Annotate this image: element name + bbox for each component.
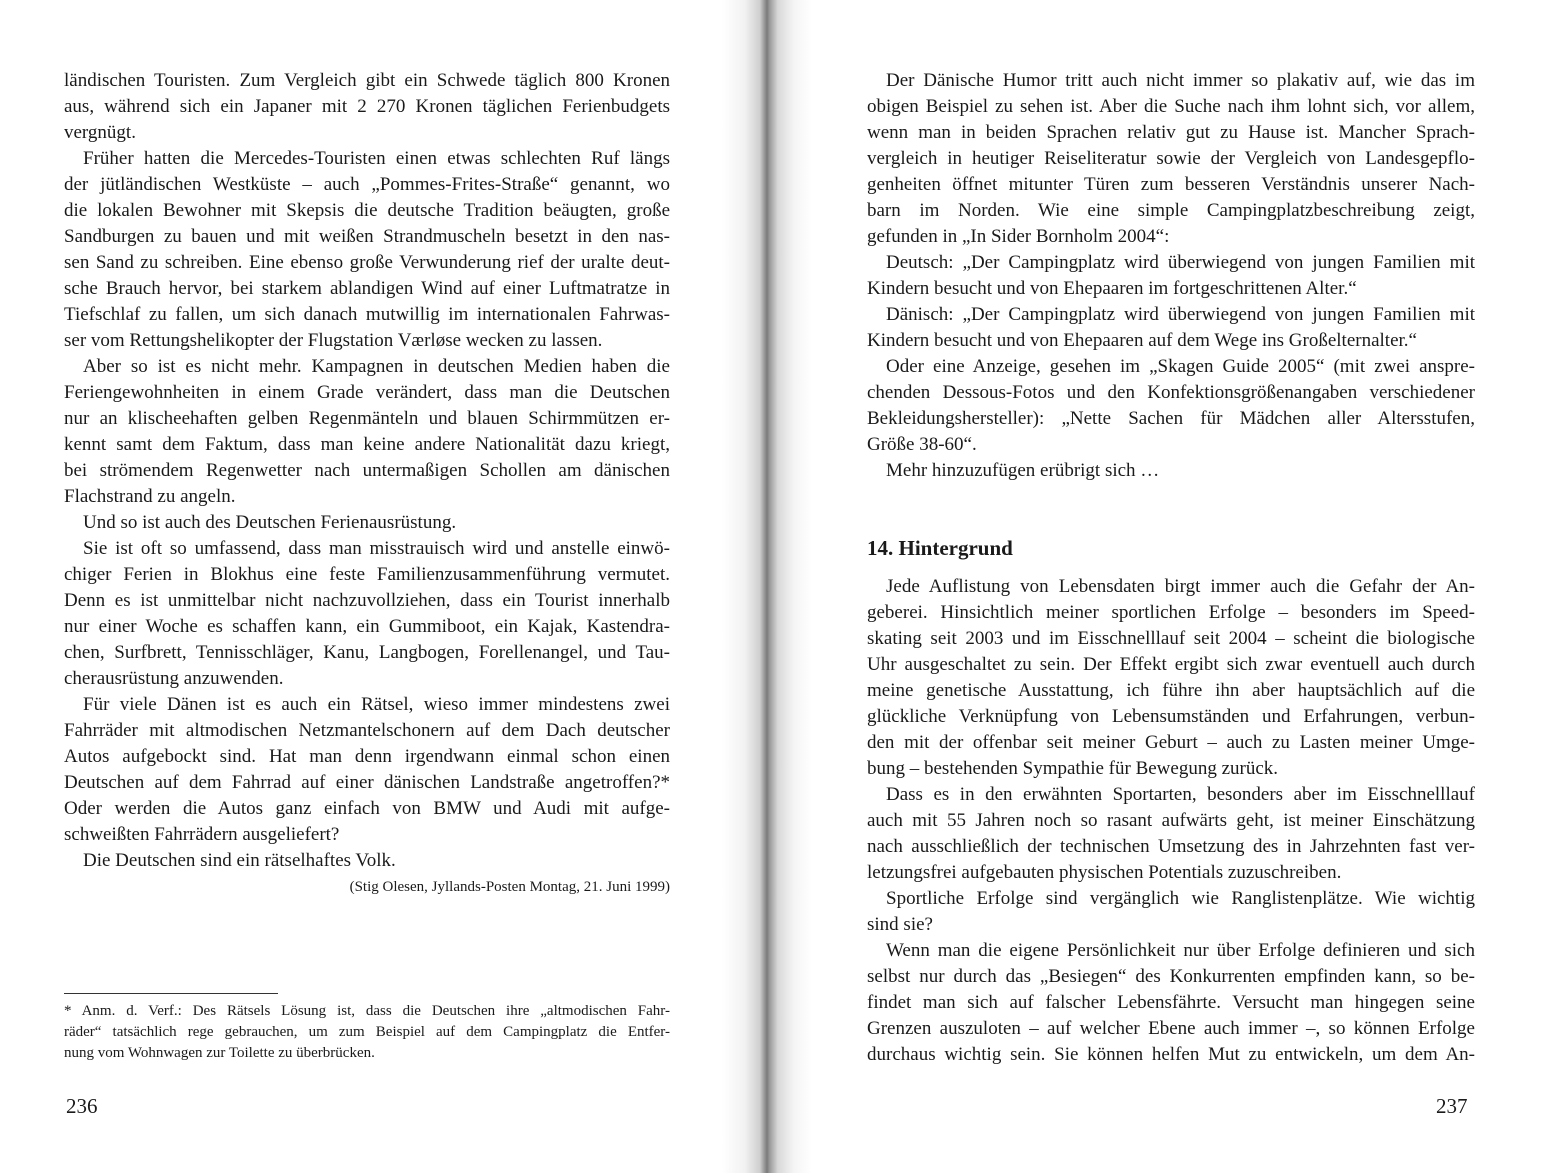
text-line: die lokalen Bewohner mit Skepsis die deutsche Tradition beäugten, große [64,200,670,221]
text-line: findet man sich auf falscher Lebensfährte. Versucht man hingegen seine [867,992,1475,1013]
right-page-body-top [867,68,1475,484]
text-line: Die Deutschen sind ein rätselhaftes Volk. [83,850,396,871]
attribution: (Stig Olesen, Jyllands-Posten Montag, 21. Juni 1999) [349,879,670,895]
text-line: Tiefschlaf zu fallen, um sich danach mutwillig im internationalen Fahrwas- [64,304,670,325]
section-heading: 14. Hintergrund [867,536,1013,560]
text-line: Jede Auflistung von Lebensdaten birgt immer auch die Gefahr der An- [886,576,1475,597]
footnote-line: * Anm. d. Verf.: Des Rätsels Lösung ist, dass die Deutschen ihre „altmodischen Fahr- [64,1003,670,1019]
text-line: genheiten öffnet mitunter Türen zum besseren Verständnis unserer Nach- [867,174,1475,195]
footnote [64,1001,670,1064]
text-line: wenn man in beiden Sprachen relativ gut zu Hause ist. Mancher Sprach- [867,122,1475,143]
text-line: Sandburgen zu bauen und mit weißen Strandmuscheln besetzt in den nas- [64,226,670,247]
text-line: Fahrräder mit altmodischen Netzmantelschonern auf dem Dach deutscher [64,720,670,741]
text-line: chenden Dessous-Fotos und den Konfektionsgrößenangaben verschiedener [867,382,1475,403]
text-line: obigen Beispiel zu sehen ist. Aber die Suche nach ihm lohnt sich, vor allem, [867,96,1475,117]
text-line: Denn es ist unmittelbar nicht nachzuvollziehen, dass ein Tourist innerhalb [64,590,670,611]
footnote-line: räder“ tatsächlich rege gebrauchen, um zum Beispiel auf dem Campingplatz die Entfer- [64,1024,670,1040]
text-line: Dass es in den erwähnten Sportarten, besonders aber im Eisschnelllauf [886,784,1475,805]
text-line: Flachstrand zu angeln. [64,486,236,507]
text-line: Und so ist auch des Deutschen Ferienausrüstung. [83,512,457,533]
text-line: geberei. Hinsichtlich meiner sportlichen Erfolge – besonders im Speed- [867,602,1475,623]
text-line: chen, Surfbrett, Tennisschläger, Kanu, Langbogen, Forellenangel, und Tau- [64,642,670,663]
text-line: sind sie? [867,914,933,935]
text-line: sche Brauch hervor, bei starkem ablandigen Wind auf einer Luftmatratze in [64,278,670,299]
text-line: cherausrüstung anzuwenden. [64,668,284,689]
text-line: selbst nur durch das „Besiegen“ des Konkurrenten empfinden kann, so be- [867,966,1475,987]
page-number-right: 237 [1436,1094,1468,1118]
text-line: vergleich in heutiger Reiseliteratur sowie der Vergleich von Landesgepflo- [867,148,1475,169]
text-line: barn im Norden. Wie eine simple Campingplatzbeschreibung zeigt, [867,200,1475,221]
text-line: Grenzen auszuloten – auf welcher Ebene auch immer –, so können Erfolge [867,1018,1475,1039]
text-line: schweißten Fahrrädern ausgeliefert? [64,824,340,845]
text-line: Autos aufgebockt sind. Hat man denn irgendwann einmal schon einen [64,746,670,767]
text-line: Oder eine Anzeige, gesehen im „Skagen Guide 2005“ (mit zwei anspre- [886,356,1475,377]
text-line: letzungsfrei aufgebauten physischen Potentials zuzuschreiben. [867,862,1342,883]
text-line: Für viele Dänen ist es auch ein Rätsel, wieso immer mindestens zwei [83,694,670,715]
text-line: Größe 38-60“. [867,434,977,455]
text-line: Der Dänische Humor tritt auch nicht immer so plakativ auf, wie das im [886,70,1475,91]
text-line: ländischen Touristen. Zum Vergleich gibt ein Schwede täglich 800 Kronen [64,70,670,91]
text-line: der jütländischen Westküste – auch „Pommes-Frites-Straße“ genannt, wo [64,174,670,195]
right-page-body-bottom [867,574,1475,1068]
text-line: sen Sand zu schreiben. Eine ebenso große Verwunderung rief der uralte deut- [64,252,670,273]
text-line: Kindern besucht und von Ehepaaren auf dem Wege ins Großelternalter.“ [867,330,1417,351]
text-line: Früher hatten die Mercedes-Touristen einen etwas schlechten Ruf längs [83,148,670,169]
text-line: den mit der offenbar seit meiner Geburt – auch zu Lasten meiner Umge- [867,732,1475,753]
text-line: Wenn man die eigene Persönlichkeit nur über Erfolge definieren und sich [886,940,1475,961]
footnote-rule [64,993,278,994]
left-page-body [64,68,670,874]
text-line: gefunden in „In Sider Bornholm 2004“: [867,226,1170,247]
text-line: durchaus wichtig sein. Sie können helfen Mut zu entwickeln, um dem An- [867,1044,1475,1065]
right-page [867,68,1475,1068]
left-page [64,68,670,900]
text-line: bung – bestehenden Sympathie für Bewegung zurück. [867,758,1279,779]
section-gap [867,484,1475,534]
text-line: Feriengewohnheiten in einem Grade verändert, dass man die Deutschen [64,382,670,403]
footnote-line: nung vom Wohnwagen zur Toilette zu überbrücken. [64,1045,375,1061]
text-line: auch mit 55 Jahren noch so rasant aufwärts geht, ist meiner Einschätzung [867,810,1475,831]
text-line: nur einer Woche es schaffen kann, ein Gummiboot, ein Kajak, Kastendra- [64,616,670,637]
text-line: Mehr hinzuzufügen erübrigt sich … [886,460,1160,481]
text-line: aus, während sich ein Japaner mit 2 270 Kronen täglichen Ferienbudgets [64,96,670,117]
text-line: chiger Ferien in Blokhus eine feste Familienzusammenführung vermutet. [64,564,670,585]
text-line: Deutschen auf dem Fahrrad auf einer dänischen Landstraße angetroffen?* [64,772,670,793]
book-gutter [722,0,812,1173]
text-line: glückliche Verknüpfung von Lebensumständen und Erfahrungen, verbun- [867,706,1475,727]
text-line: Sie ist oft so umfassend, dass man misstrauisch wird und anstelle einwö- [83,538,670,559]
text-line: Kindern besucht und von Ehepaaren im fortgeschrittenen Alter.“ [867,278,1357,299]
text-line: Aber so ist es nicht mehr. Kampagnen in deutschen Medien haben die [83,356,670,377]
text-line: Uhr ausgeschaltet zu sein. Der Effekt ergibt sich zwar eventuell auch durch [867,654,1475,675]
page-number-left: 236 [66,1094,98,1118]
text-line: kennt samt dem Faktum, dass man keine andere Nationalität dazu kriegt, [64,434,670,455]
text-line: nach ausschließlich der technischen Umsetzung des in Jahrzehnten fast ver- [867,836,1475,857]
text-line: Oder werden die Autos ganz einfach von BMW und Audi mit aufge- [64,798,670,819]
text-line: meine genetische Ausstattung, ich führe ihn aber hauptsächlich auf die [867,680,1475,701]
text-line: Deutsch: „Der Campingplatz wird überwiegend von jungen Familien mit [886,252,1475,273]
text-line: vergnügt. [64,122,136,143]
text-line: Dänisch: „Der Campingplatz wird überwiegend von jungen Familien mit [886,304,1475,325]
text-line: Bekleidungshersteller): „Nette Sachen für Mädchen aller Altersstufen, [867,408,1475,429]
text-line: skating seit 2003 und im Eisschnelllauf seit 2004 – scheint die biologische [867,628,1475,649]
text-line: bei strömendem Regenwetter nach untermaßigen Schollen am dänischen [64,460,670,481]
text-line: ser vom Rettungshelikopter der Flugstation Værløse wecken zu lassen. [64,330,603,351]
text-line: Sportliche Erfolge sind vergänglich wie Ranglistenplätze. Wie wichtig [886,888,1475,909]
text-line: nur an klischeehaften gelben Regenmänteln und blauen Schirmmützen er- [64,408,670,429]
